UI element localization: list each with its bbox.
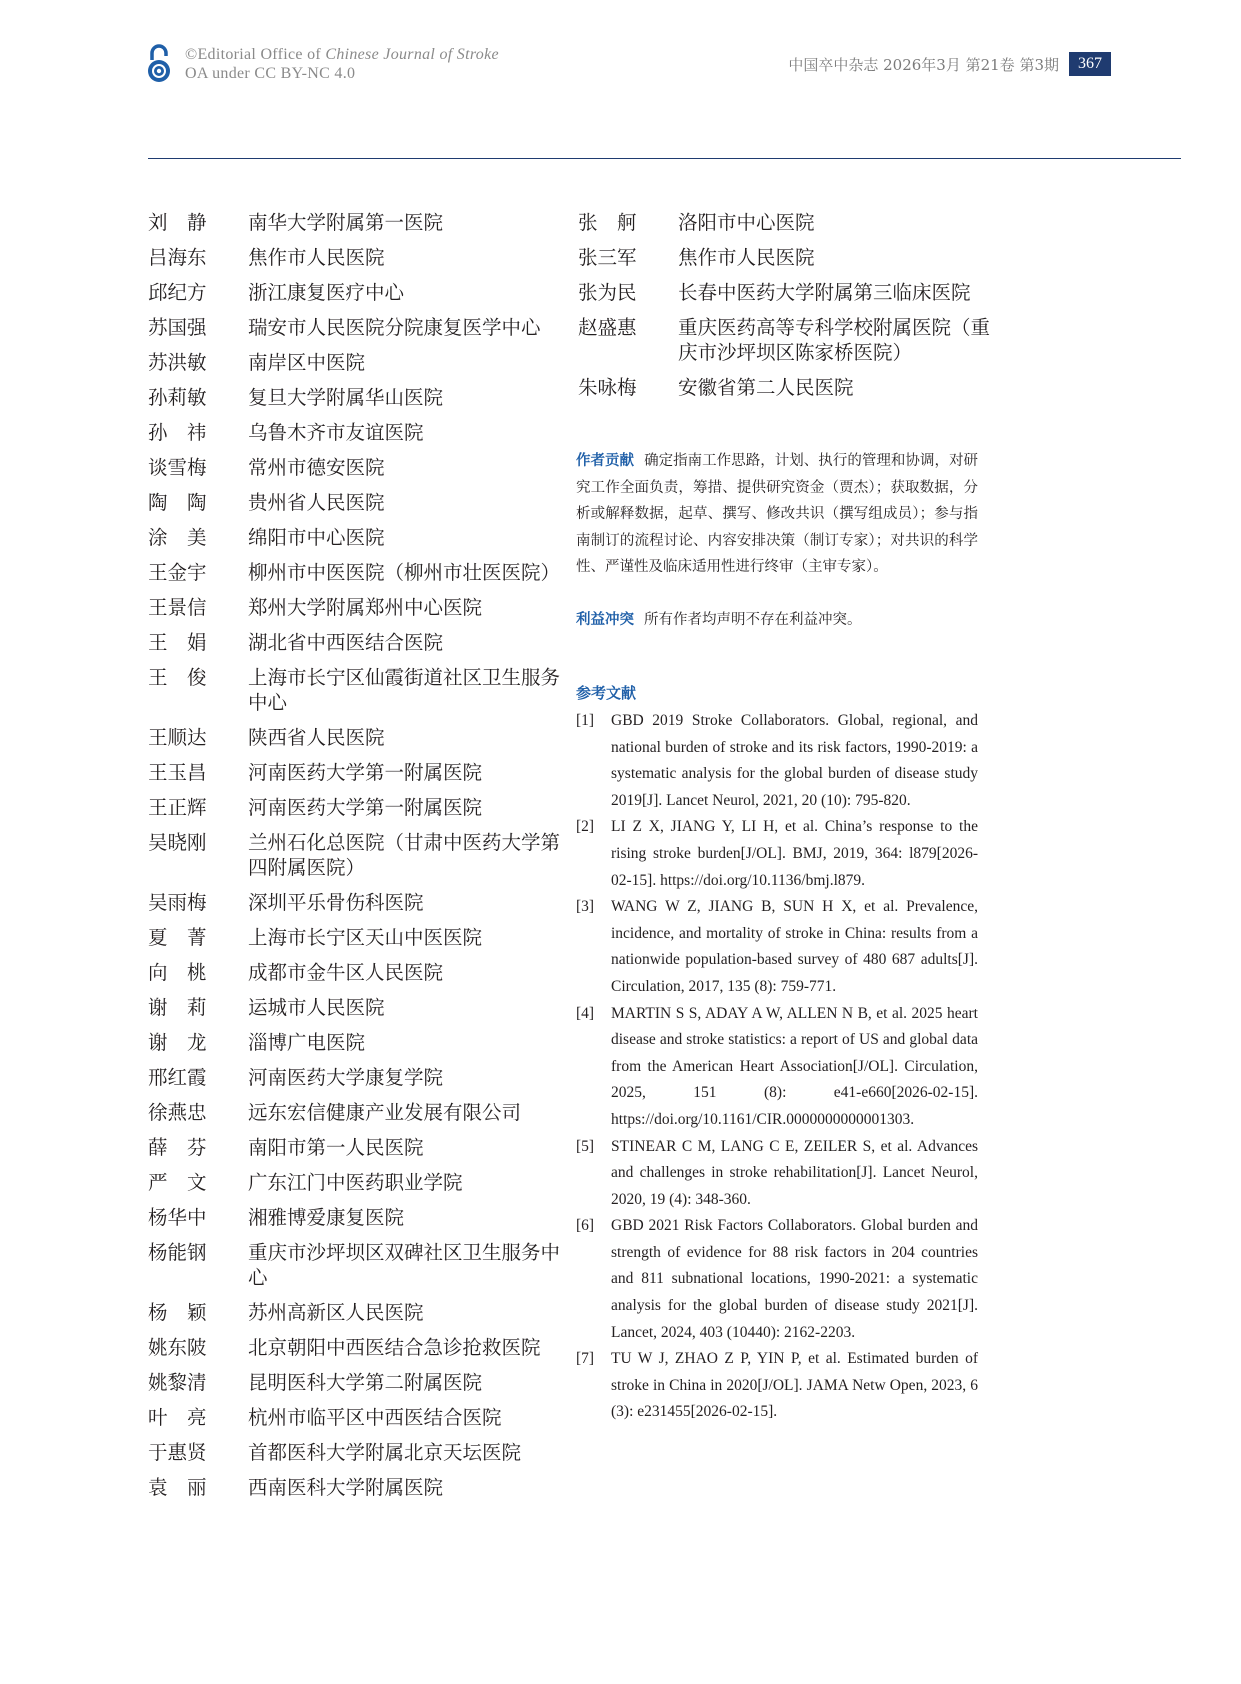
member-row — [578, 315, 998, 365]
member-row — [148, 280, 568, 305]
member-row — [148, 1475, 568, 1500]
member-name: 王 俊 — [148, 666, 207, 689]
member-row — [148, 725, 568, 750]
member-affiliation: 南华大学附属第一医院 — [248, 211, 444, 234]
journal-issue-info: 中国卒中杂志 2026年3月 第21卷 第3期 — [788, 55, 1059, 74]
member-row — [148, 1100, 568, 1125]
member-row — [148, 995, 568, 1020]
member-name: 赵盛惠 — [578, 316, 637, 339]
reference-item — [576, 894, 978, 1000]
reference-number: [6] — [576, 1217, 595, 1235]
reference-list — [576, 708, 978, 1426]
member-name: 刘 静 — [148, 211, 207, 234]
member-name: 孙莉敏 — [148, 386, 207, 409]
member-name: 苏洪敏 — [148, 351, 207, 374]
member-row — [148, 385, 568, 410]
reference-item — [576, 814, 978, 894]
member-affiliation: 河南医药大学第一附属医院 — [248, 761, 483, 784]
member-name: 谈雪梅 — [148, 456, 207, 479]
member-affiliation: 绵阳市中心医院 — [248, 526, 385, 549]
member-row — [148, 490, 568, 515]
author-contribution — [576, 448, 978, 581]
member-row — [148, 455, 568, 480]
member-affiliation: 上海市长宁区天山中医医院 — [248, 926, 483, 949]
reference-text: TU W J, ZHAO Z P, YIN P, et al. Estimated burden of stroke in China in 2020[J/OL]. JAMA Netw Open, 2023, 6 (3): e231455[2026-02-15]. — [611, 1350, 978, 1421]
reference-text: GBD 2019 Stroke Collaborators. Global, regional, and national burden of stroke and its risk factors, 1990-2019: a systematic analysis for the global burden of disease study 2019[J]. Lancet Neurol, 2021, 20 (10): 795-820. — [611, 712, 978, 809]
author-contribution-text: 确定指南工作思路，计划、执行的管理和协调，对研究工作全面负责，筹措、提供研究资金（贾杰）；获取数据，分析或解释数据，起草、撰写、修改共识（撰写组成员）；参与指南制订的流程讨论、内容安排决策（制订专家）；对共识的科学性、严谨性及临床适用性进行终审（主审专家）。 — [576, 453, 978, 575]
member-affiliation: 郑州大学附属郑州中心医院 — [248, 596, 483, 619]
reference-text: WANG W Z, JIANG B, SUN H X, et al. Prevalence, incidence, and mortality of stroke in China: results from a nationwide population-based survey of 480 687 adults[J]. Circulation, 2017, 135 (8): 759-771. — [611, 898, 978, 995]
member-row — [148, 1135, 568, 1160]
member-name: 王顺达 — [148, 726, 207, 749]
member-affiliation: 淄博广电医院 — [248, 1031, 366, 1054]
member-row — [148, 350, 568, 375]
reference-text: STINEAR C M, LANG C E, ZEILER S, et al. Advances and challenges in stroke rehabilitation[J]. Lancet Neurol, 2020, 19 (4): 348-360. — [611, 1137, 978, 1208]
member-name: 夏 菁 — [148, 926, 207, 949]
member-name: 杨 颖 — [148, 1301, 207, 1324]
member-affiliation: 南阳市第一人民医院 — [248, 1136, 424, 1159]
header-rule — [148, 158, 1181, 159]
member-affiliation: 河南医药大学第一附属医院 — [248, 796, 483, 819]
member-name: 吴雨梅 — [148, 891, 207, 914]
reference-item — [576, 1213, 978, 1346]
member-row — [148, 760, 568, 785]
page-number: 367 — [1069, 52, 1111, 76]
member-row — [148, 525, 568, 550]
member-row — [148, 925, 568, 950]
member-affiliation: 湖北省中西医结合医院 — [248, 631, 444, 654]
member-name: 吕海东 — [148, 246, 207, 269]
member-name: 吴晓刚 — [148, 831, 207, 854]
reference-number: [7] — [576, 1350, 595, 1368]
member-row — [148, 595, 568, 620]
member-affiliation: 重庆医药高等专科学校附属医院（重庆市沙坪坝区陈家桥医院） — [678, 316, 991, 364]
member-affiliation: 昆明医科大学第二附属医院 — [248, 1371, 483, 1394]
member-affiliation: 瑞安市人民医院分院康复医学中心 — [248, 316, 541, 339]
member-name: 谢 龙 — [148, 1031, 207, 1054]
reference-item — [576, 708, 978, 814]
member-row — [578, 210, 998, 235]
member-affiliation: 安徽省第二人民医院 — [678, 376, 854, 399]
member-row — [578, 280, 998, 305]
member-row — [148, 665, 568, 715]
reference-text: GBD 2021 Risk Factors Collaborators. Global burden and strength of evidence for 88 risk factors in 204 countries and 811 subnational locations, 1990-2021: a systematic analysis for the global burden of disease study 2021[J]. Lancet, 2024, 403 (10440): 2162-2203. — [611, 1217, 978, 1341]
references-title: 参考文献 — [576, 684, 637, 702]
member-affiliation: 南岸区中医院 — [248, 351, 366, 374]
member-row — [148, 1370, 568, 1395]
license-line1-prefix: ©Editorial Office of — [185, 46, 326, 63]
member-list-right — [578, 210, 998, 410]
member-name: 于惠贤 — [148, 1441, 207, 1464]
member-affiliation: 远东宏信健康产业发展有限公司 — [248, 1101, 522, 1124]
reference-item — [576, 1001, 978, 1134]
journal-name-italic: Chinese Journal of Stroke — [325, 46, 499, 63]
member-row — [578, 375, 998, 400]
member-name: 苏国强 — [148, 316, 207, 339]
member-row — [148, 560, 568, 585]
member-affiliation: 运城市人民医院 — [248, 996, 385, 1019]
member-affiliation: 深圳平乐骨伤科医院 — [248, 891, 424, 914]
member-name: 王 娟 — [148, 631, 207, 654]
member-row — [148, 315, 568, 340]
member-name: 邢红霞 — [148, 1066, 207, 1089]
conflict-text: 所有作者均声明不存在利益冲突。 — [644, 612, 862, 628]
member-row — [148, 830, 568, 880]
member-row — [148, 210, 568, 235]
member-affiliation: 贵州省人民医院 — [248, 491, 385, 514]
member-row — [148, 1300, 568, 1325]
member-row — [148, 1335, 568, 1360]
member-affiliation: 乌鲁木齐市友谊医院 — [248, 421, 424, 444]
member-name: 朱咏梅 — [578, 376, 637, 399]
reference-number: [4] — [576, 1004, 595, 1022]
member-affiliation: 重庆市沙坪坝区双碑社区卫生服务中心 — [248, 1241, 561, 1289]
member-name: 薛 芬 — [148, 1136, 207, 1159]
member-list-left — [148, 210, 568, 1510]
author-contribution-label: 作者贡献 — [576, 452, 635, 469]
member-row — [578, 245, 998, 270]
member-name: 王景信 — [148, 596, 207, 619]
member-name: 张为民 — [578, 281, 637, 304]
member-name: 向 桃 — [148, 961, 207, 984]
reference-number: [1] — [576, 712, 595, 729]
member-row — [148, 890, 568, 915]
member-affiliation: 湘雅博爱康复医院 — [248, 1206, 405, 1229]
member-name: 叶 亮 — [148, 1406, 207, 1429]
member-affiliation: 柳州市中医医院（柳州市壮医医院） — [248, 561, 561, 584]
member-affiliation: 北京朝阳中西医结合急诊抢救医院 — [248, 1336, 541, 1359]
member-row — [148, 245, 568, 270]
reference-number: [3] — [576, 898, 595, 916]
member-row — [148, 420, 568, 445]
member-name: 王玉昌 — [148, 761, 207, 784]
member-affiliation: 广东江门中医药职业学院 — [248, 1171, 463, 1194]
reference-text: MARTIN S S, ADAY A W, ALLEN N B, et al. 2025 heart disease and stroke statistics: a report of US and global data from the American Heart Association[J/OL]. Circulation, 2025, 151 (8): e41-e660[2026-02-15]. https://doi.org/10.1161/CIR.0000000000001303. — [611, 1004, 978, 1128]
conflict-label: 利益冲突 — [576, 611, 634, 628]
member-affiliation: 河南医药大学康复学院 — [248, 1066, 444, 1089]
member-affiliation: 首都医科大学附属北京天坛医院 — [248, 1441, 522, 1464]
member-name: 陶 陶 — [148, 491, 207, 514]
reference-item — [576, 1346, 978, 1426]
member-row — [148, 630, 568, 655]
member-name: 姚黎清 — [148, 1371, 207, 1394]
member-row — [148, 795, 568, 820]
license-line2: OA under CC BY-NC 4.0 — [185, 65, 356, 82]
member-row — [148, 1030, 568, 1055]
member-affiliation: 洛阳市中心医院 — [678, 211, 815, 234]
reference-number: [5] — [576, 1137, 595, 1155]
reference-item — [576, 1134, 978, 1214]
member-name: 徐燕忠 — [148, 1101, 207, 1124]
member-affiliation: 长春中医药大学附属第三临床医院 — [678, 281, 971, 304]
conflict-of-interest — [576, 607, 978, 633]
member-row — [148, 1240, 568, 1290]
member-affiliation: 常州市德安医院 — [248, 456, 385, 479]
member-affiliation: 兰州石化总医院（甘肃中医药大学第四附属医院） — [248, 831, 561, 879]
member-name: 涂 美 — [148, 526, 207, 549]
member-affiliation: 杭州市临平区中西医结合医院 — [248, 1406, 502, 1429]
member-name: 杨华中 — [148, 1206, 207, 1229]
member-affiliation: 苏州高新区人民医院 — [248, 1301, 424, 1324]
member-name: 张三军 — [578, 246, 637, 269]
member-affiliation: 焦作市人民医院 — [248, 246, 385, 269]
member-name: 姚东陂 — [148, 1336, 207, 1359]
member-name: 严 文 — [148, 1171, 207, 1194]
member-name: 邱纪方 — [148, 281, 207, 304]
member-name: 王正辉 — [148, 796, 207, 819]
reference-number: [2] — [576, 818, 595, 836]
member-affiliation: 上海市长宁区仙霞街道社区卫生服务中心 — [248, 666, 561, 714]
member-name: 孙 祎 — [148, 421, 207, 444]
member-affiliation: 复旦大学附属华山医院 — [248, 386, 444, 409]
license-notice — [185, 45, 499, 83]
member-name: 张 舸 — [578, 211, 637, 234]
member-name: 袁 丽 — [148, 1476, 207, 1499]
member-affiliation: 西南医科大学附属医院 — [248, 1476, 444, 1499]
member-name: 杨能钢 — [148, 1241, 207, 1264]
member-affiliation: 浙江康复医疗中心 — [248, 281, 405, 304]
member-row — [148, 960, 568, 985]
page-header-left — [145, 44, 499, 84]
member-affiliation: 陕西省人民医院 — [248, 726, 385, 749]
member-row — [148, 1440, 568, 1465]
member-affiliation: 焦作市人民医院 — [678, 246, 815, 269]
member-row — [148, 1170, 568, 1195]
reference-text: LI Z X, JIANG Y, LI H, et al. China’s response to the rising stroke burden[J/OL]. BMJ, 2019, 364: l879[2026-02-15]. https://doi.org/10.1136/bmj.l879. — [611, 818, 978, 889]
member-affiliation: 成都市金牛区人民医院 — [248, 961, 444, 984]
member-name: 谢 莉 — [148, 996, 207, 1019]
member-row — [148, 1405, 568, 1430]
page-header-right — [788, 52, 1111, 76]
member-name: 王金宇 — [148, 561, 207, 584]
member-row — [148, 1065, 568, 1090]
open-access-lock-icon — [145, 44, 173, 84]
member-row — [148, 1205, 568, 1230]
